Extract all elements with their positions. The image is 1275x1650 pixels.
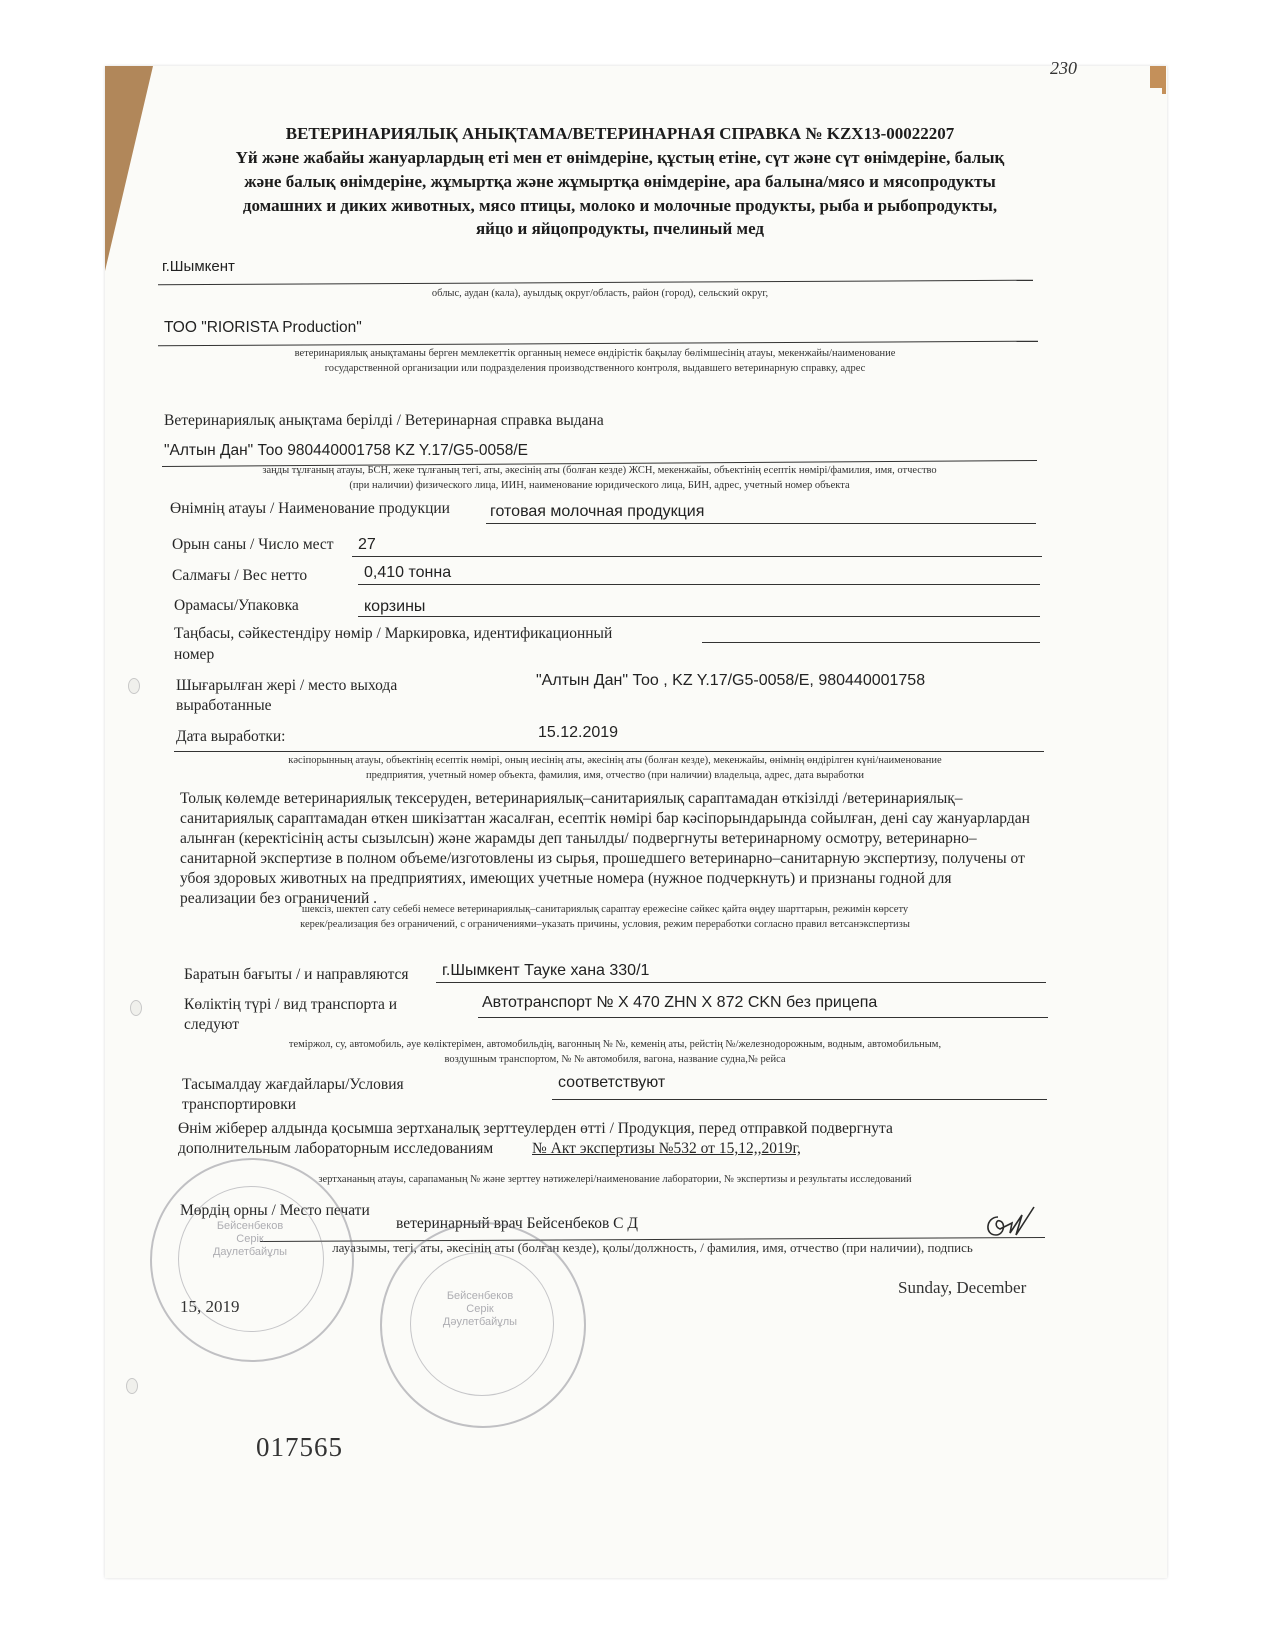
destination-line — [436, 982, 1046, 983]
location-value: г.Шымкент — [162, 258, 235, 275]
official-stamp-1-text-3: Даулетбайұлы — [212, 1246, 288, 1258]
organization-value: ТОО "RIORISTA Production" — [164, 319, 362, 336]
marking-label-2: номер — [174, 646, 215, 663]
location-caption: облыс, аудан (кала), ауылдық округ/область, район (город), сельский округ, — [431, 288, 769, 299]
places-count-line — [352, 556, 1042, 557]
issued-to-label: Ветеринариялық анықтама берілді / Ветеринарная справка выдана — [164, 412, 604, 429]
signer-value: ветеринарный врач Бейсенбеков С Д — [396, 1215, 638, 1232]
transport-caption-1: теміржол, су, автомобиль, әуе көліктерімен, автомобильдің, вагонның № №, кеменің аты, рейстің №/железнодорожным, водным, автомобильным, — [288, 1039, 942, 1050]
inspection-statement: Толық көлемде ветеринариялық тексеруден, ветеринариялық–санитариялық сараптамадан өткізілді /ветеринариялық–санитариялық сараптамадан өткен шикізаттан жасалған, есептік нөмірі бар кәсіпорындарында сойылған, дені сау жануарлардан алынған (керектісінің асты сызылсын) және жарамды деп танылды/ подвергнуты ветеринарному осмотру, ветеринарно–санитарной экспертизе в полном объеме/изготовлены из сырья, прошедшего ветеринарно–санитарную экспертизу, получены от убоя здоровых животных на предприятиях, имеющих учетные номера (нужное подчеркнуть) и признаны годной для реализации без ограничений . — [180, 790, 1030, 907]
tape-mark-edge — [1162, 86, 1166, 94]
lab-caption: зертхананың атауы, сарапаманың № және зерттеу нәтижелері/наименование лаборатории, № экспертизы и результаты исследований — [318, 1174, 912, 1185]
page-number: 230 — [1050, 58, 1077, 78]
production-date-line — [174, 751, 1044, 752]
date-day-year: 15, 2019 — [180, 1297, 240, 1316]
destination-label: Баратын бағыты / и направляются — [184, 966, 409, 983]
product-name-label: Өнімнің атауы / Наименование продукции — [170, 500, 450, 517]
production-date-label: Дата выработки: — [176, 728, 286, 745]
punch-hole-1 — [128, 678, 140, 694]
inspection-caption-1: шексіз, шектеп сату себебі немесе ветеринариялық–санитариялық сараптау ережесіне сәйкес қайта өңдеу шарттарын, режимін көрсету — [301, 904, 909, 915]
packaging-value: корзины — [364, 598, 426, 615]
folded-corner — [105, 66, 153, 271]
inspection-caption-2: керек/реализация без ограничений, с ограничениями–указать причины, условия, режим переработки согласно правил ветсанэкспертизы — [300, 919, 910, 930]
conditions-label-1: Тасымалдау жағдайлары/Условия — [182, 1076, 404, 1093]
marking-label-1: Таңбасы, сәйкестендіру нөмір / Маркировка, идентификационный — [174, 625, 613, 642]
lab-text-1: Өнім жіберер алдында қосымша зертханалық зерттеулерден өтті / Продукция, перед отправкой подвергнута — [178, 1120, 893, 1137]
product-name-line — [486, 523, 1036, 524]
net-weight-value: 0,410 тонна — [364, 564, 452, 581]
official-stamp-2-text-2: Серік — [466, 1303, 494, 1315]
official-stamp-2-text-3: Дәулетбайұлы — [442, 1316, 518, 1328]
official-stamp-1-ring — [178, 1186, 324, 1332]
document-subtitle-4: яйцо и яйцопродукты, пчелиный мед — [475, 219, 765, 238]
production-date-value: 15.12.2019 — [538, 724, 619, 741]
net-weight-line — [358, 584, 1040, 585]
document-title: ВЕТЕРИНАРИЯЛЫҚ АНЫҚТАМА/ВЕТЕРИНАРНАЯ СПРАВКА № KZX13-00022207 — [285, 124, 955, 143]
document-subtitle-1: Үй және жабайы жануарлардың еті мен ет өнімдеріне, құстың етіне, сүт және сүт өнімдеріне, балық — [235, 148, 1005, 167]
transport-label-1: Көліктің түрі / вид транспорта и — [184, 996, 398, 1013]
product-name-value: готовая молочная продукция — [490, 503, 705, 520]
lab-value: № Акт экспертизы №532 от 15,12,,2019г, — [532, 1140, 801, 1157]
transport-value: Автотранспорт № X 470 ZHN X 872 CKN без прицепа — [482, 994, 878, 1011]
net-weight-label: Салмағы / Вес нетто — [172, 567, 308, 584]
origin-label-2: выработанные — [176, 697, 272, 714]
places-count-label: Орын саны / Число мест — [172, 536, 334, 553]
places-count-value: 27 — [358, 536, 376, 553]
document-subtitle-3: домашних и диких животных, мясо птицы, молоко и молочные продукты, рыба и рыбопродукты, — [242, 196, 998, 215]
issued-to-caption-2: (при наличии) физического лица, ИИН, наименование юридического лица, БИН, адрес, учетный номер объекта — [349, 480, 850, 491]
packaging-label: Орамасы/Упаковка — [174, 597, 299, 614]
enterprise-caption-2: предприятия, учетный номер объекта, фамилия, имя, отчество (при наличии) владельца, адрес, дата выработки — [365, 770, 865, 781]
conditions-label-2: транспортировки — [182, 1096, 297, 1113]
stamp-place-label: Мөрдің орны / Место печати — [180, 1202, 370, 1219]
conditions-value: соответствуют — [558, 1074, 666, 1091]
official-stamp-1-text-1: Бейсенбеков — [216, 1220, 284, 1232]
punch-hole-2 — [130, 1000, 142, 1016]
origin-label-1: Шығарылған жері / место выхода — [176, 677, 398, 694]
signature-scribble — [976, 1205, 1046, 1245]
official-stamp-2-text-1: Бейсенбеков — [446, 1290, 514, 1302]
issued-to-caption-1: заңды тұлғаның атауы, БСН, жеке тұлғаның тегі, аты, әкесінің аты (болған кезде) ЖСН, мекенжайы, объектінің есептік нөмірі/фамилия, имя, отчество — [262, 465, 937, 476]
transport-label-2: следуют — [184, 1016, 240, 1033]
destination-value: г.Шымкент Тауке хана 330/1 — [442, 962, 650, 979]
organization-caption-1: ветеринариялық анықтаманы берген мемлекеттік органның немесе өндірістік бақылау бөлімшесінің атауы, мекенжайы/наименование — [294, 348, 896, 359]
punch-hole-3 — [126, 1378, 138, 1394]
packaging-line — [358, 616, 1040, 617]
date-weekday: Sunday, December — [898, 1278, 1027, 1297]
origin-value: "Алтын Дан" Тоо , KZ Y.17/G5-0058/E, 980440001758 — [536, 672, 926, 689]
transport-caption-2: воздушным транспортом, № № автомобиля, вагона, название судна,№ рейса — [444, 1054, 786, 1065]
transport-line — [478, 1017, 1048, 1018]
organization-caption-2: государственной организации или подразделения производственного контроля, выдавшего ветеринарную справку, адрес — [324, 363, 866, 374]
signature-caption: лауазымы, тегі, аты, әкесінің аты (болған кезде), қолы/должность, / фамилия, имя, отчество (при наличии), подпись — [332, 1240, 973, 1255]
enterprise-caption-1: кәсіпорынның атауы, объектінің есептік нөмірі, оның иесінің аты, әкесінің аты (болған кезде), мекенжайы, өнімнің өндірілген күні/наименование — [288, 755, 942, 766]
document-subtitle-2: және балық өнімдеріне, жұмыртқа және жұмыртқа өнімдеріне, ара балына/мясо и мясопродукты — [244, 172, 996, 191]
lab-text-2: дополнительным лабораторным исследованиям — [178, 1140, 494, 1157]
tape-mark — [1150, 66, 1166, 88]
marking-line — [702, 642, 1040, 643]
official-stamp-1-text-2: Серік — [236, 1233, 264, 1245]
serial-number: 017565 — [256, 1432, 343, 1462]
conditions-line — [552, 1099, 1047, 1100]
issued-to-value: "Алтын Дан" Тоо 980440001758 KZ Y.17/G5-0058/E — [164, 442, 529, 459]
